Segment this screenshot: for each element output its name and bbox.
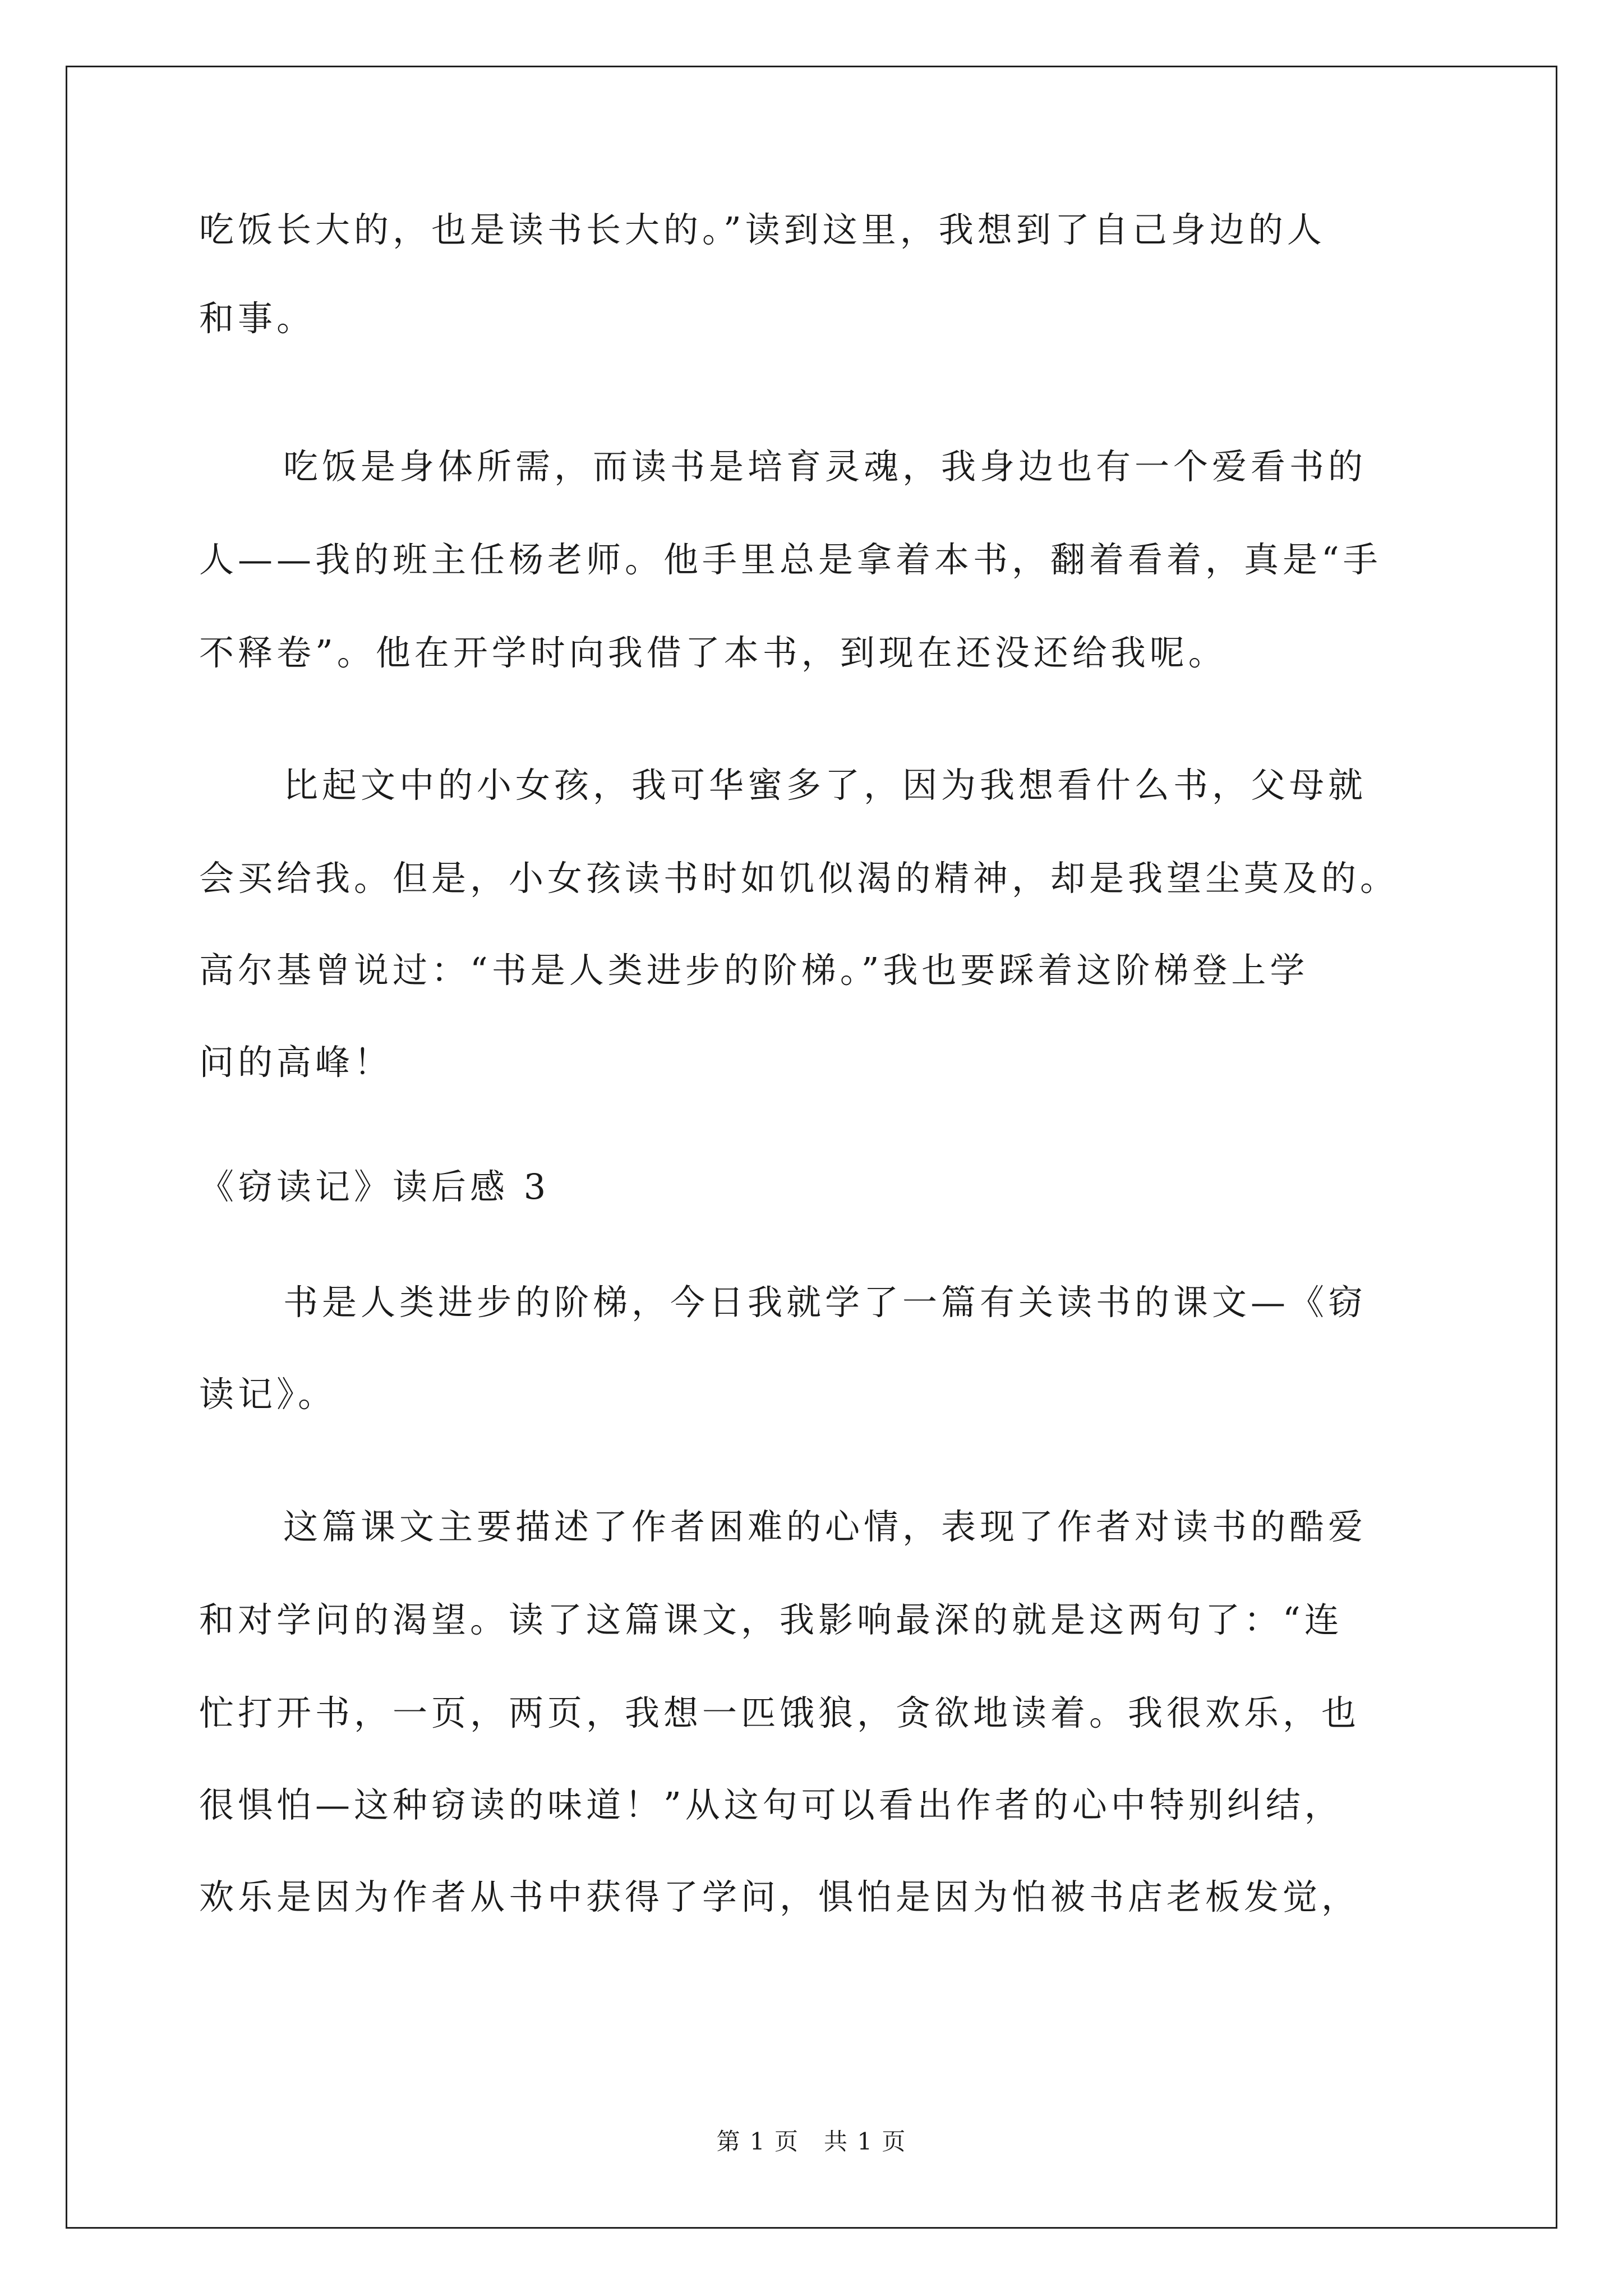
- text-line: 读记》。: [199, 1374, 337, 1415]
- text-line: 人——我的班主任杨老师。他手里总是拿着本书，翻着看着，真是“手: [199, 539, 1382, 580]
- text-line: 很惧怕—这种窃读的味道！”从这句可以看出作者的心中特别纠结，: [199, 1784, 1343, 1825]
- text-line: 会买给我。但是，小女孩读书时如饥似渴的精神，却是我望尘莫及的。: [199, 858, 1399, 899]
- section-heading: 《窃读记》读后感 3: [199, 1166, 550, 1207]
- text-line: 问的高峰！: [199, 1042, 393, 1083]
- text-line: 不释卷”。他在开学时向我借了本书，到现在还没还给我呢。: [199, 632, 1227, 673]
- text-line: 和对学问的渴望。读了这篇课文，我影响最深的就是这两句了：“连: [199, 1599, 1343, 1640]
- text-line: 欢乐是因为作者从书中获得了学问，惧怕是因为怕被书店老板发觉，: [199, 1876, 1361, 1917]
- paragraph-start-line: 比起文中的小女孩，我可华蜜多了，因为我想看什么书，父母就: [283, 765, 1367, 806]
- text-line: 忙打开书，一页，两页，我想一匹饿狼，贪欲地读着。我很欢乐，也: [199, 1692, 1361, 1733]
- paragraph-start-line: 这篇课文主要描述了作者困难的心情，表现了作者对读书的酷爱: [283, 1506, 1367, 1547]
- text-line: 和事。: [199, 298, 316, 339]
- paragraph-start-line: 吃饭是身体所需，而读书是培育灵魂，我身边也有一个爱看书的: [283, 446, 1367, 487]
- text-line: 高尔基曾说过：“书是人类进步的阶梯。”我也要踩着这阶梯登上学: [199, 950, 1309, 991]
- paragraph-start-line: 书是人类进步的阶梯，今日我就学了一篇有关读书的课文—《窃: [283, 1282, 1367, 1323]
- page-number-footer: 第 1 页 共 1 页: [716, 2128, 907, 2155]
- text-line: 吃饭长大的，也是读书长大的。”读到这里，我想到了自己身边的人: [199, 209, 1326, 250]
